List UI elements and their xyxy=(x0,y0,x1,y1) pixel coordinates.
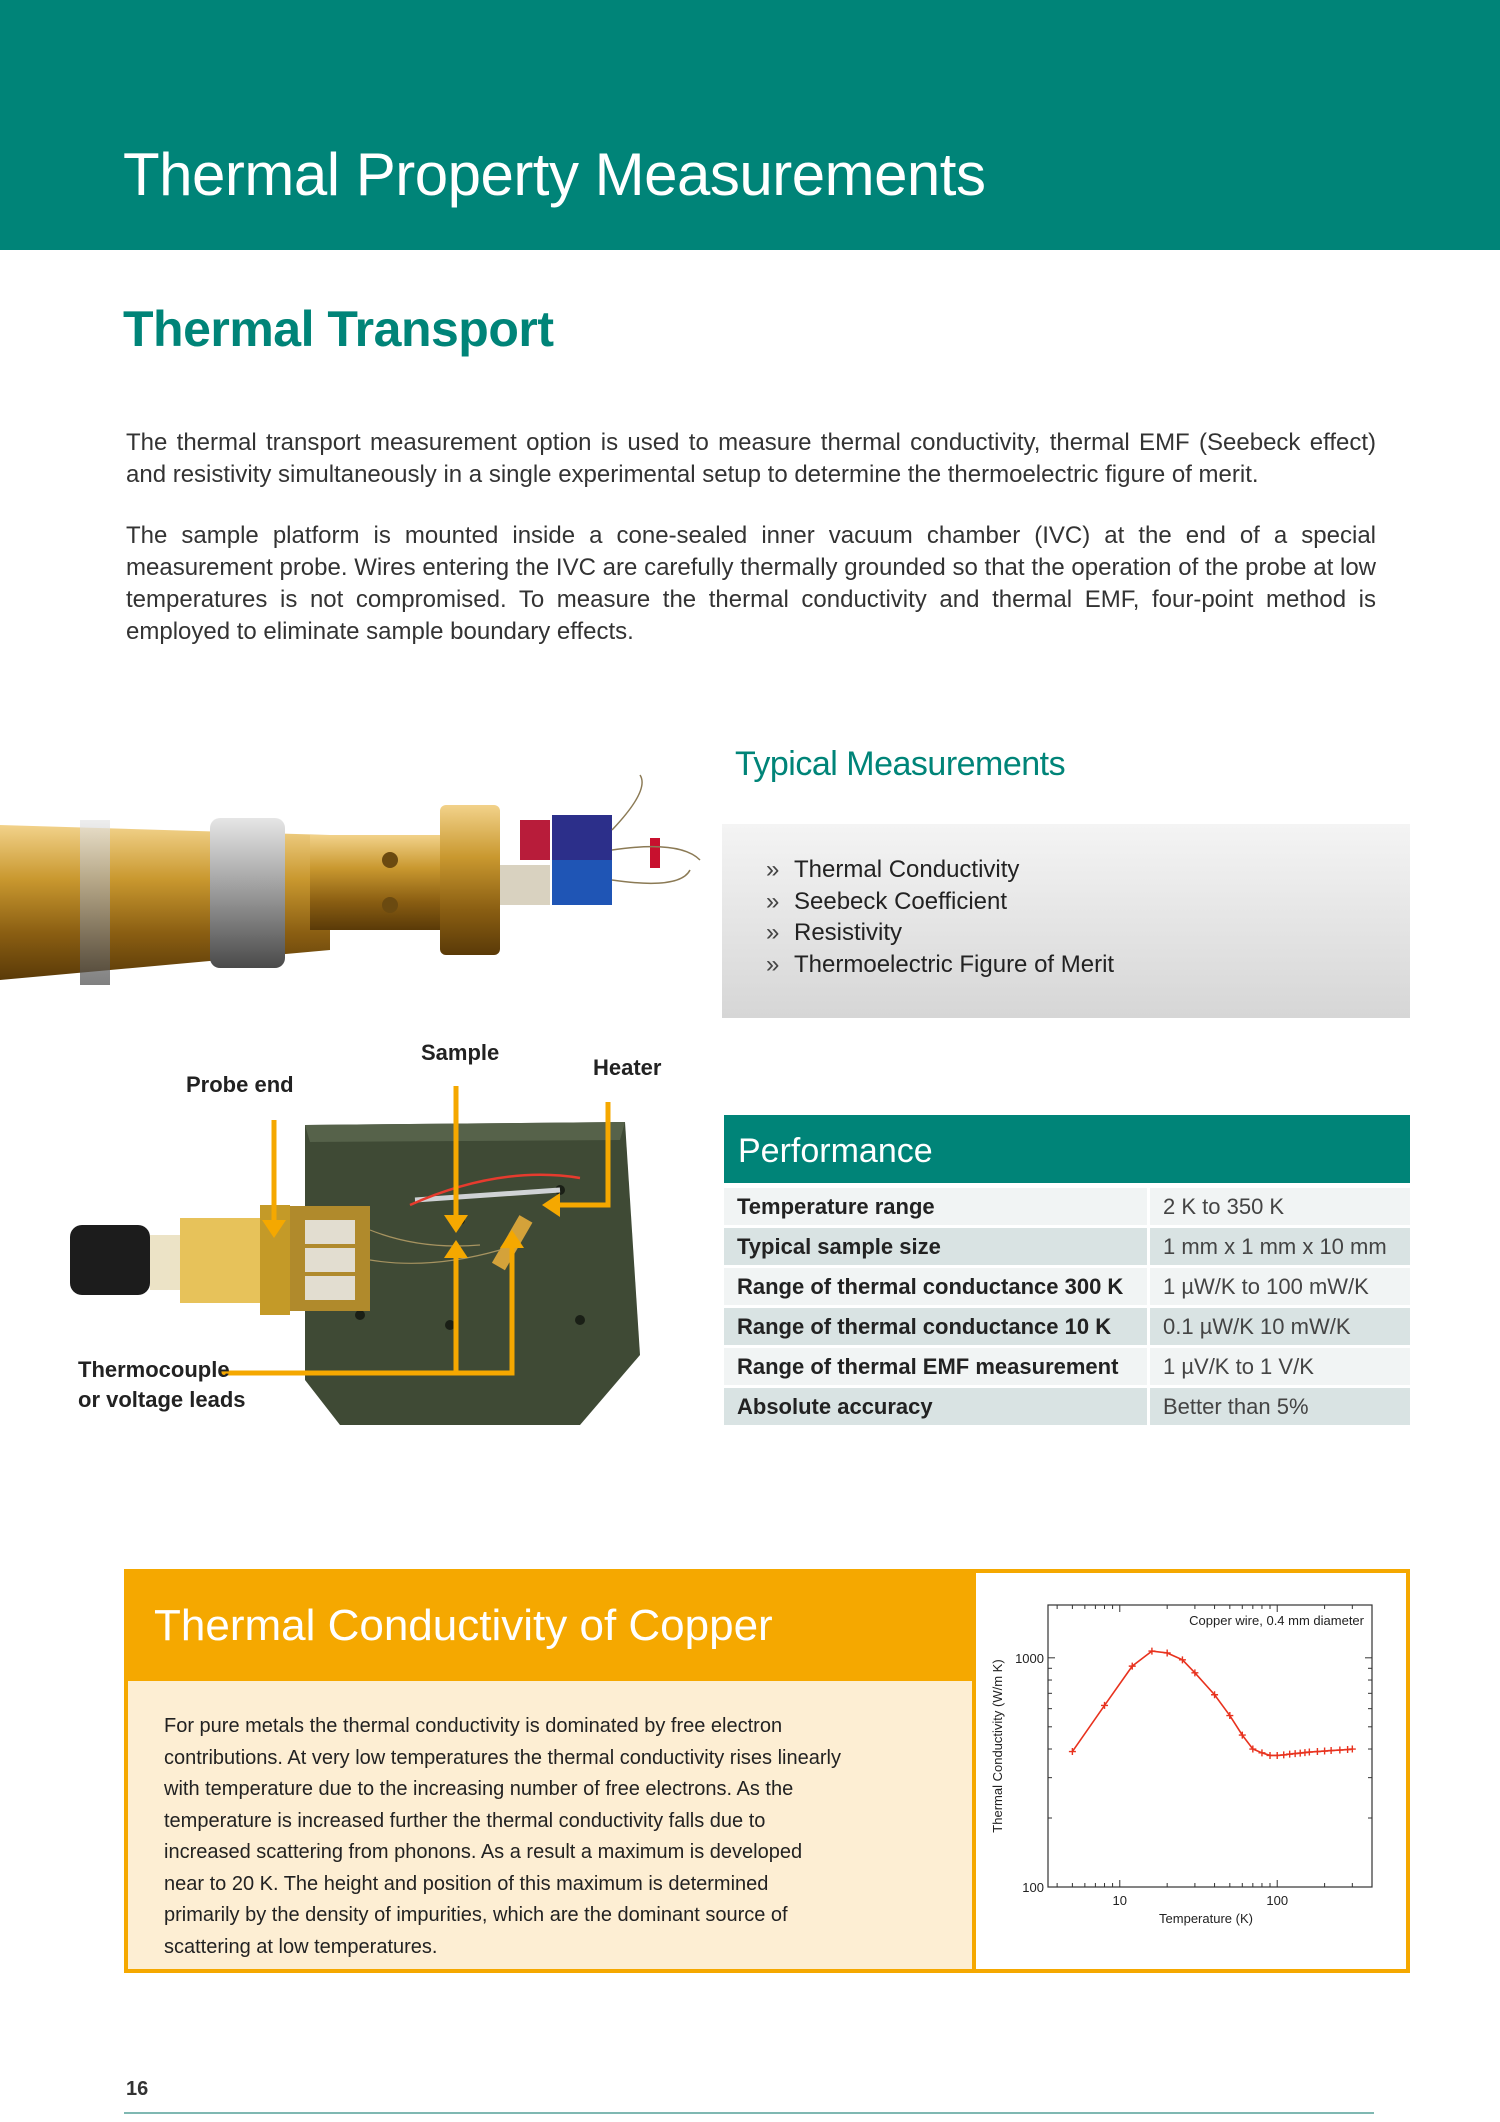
x-axis-label: Temperature (K) xyxy=(1159,1911,1253,1926)
row-label: Range of thermal conductance 10 K xyxy=(724,1308,1147,1345)
table-row xyxy=(724,1348,1410,1385)
list-item xyxy=(722,949,1114,981)
row-value: 1 mm x 1 mm x 10 mm xyxy=(1147,1228,1410,1265)
table-row xyxy=(724,1268,1410,1305)
data-point xyxy=(1314,1748,1321,1755)
list-item xyxy=(722,917,1114,949)
typical-measurements-list xyxy=(722,854,1114,980)
list-item-label: Seebeck Coefficient xyxy=(794,887,1008,915)
bullet-marker: » xyxy=(766,856,780,883)
label-voltage-leads: or voltage leads xyxy=(78,1387,246,1412)
sample-platform-diagram xyxy=(60,1030,700,1450)
data-point xyxy=(1306,1749,1313,1756)
list-item-label: Thermal Conductivity xyxy=(794,856,1020,883)
list-item xyxy=(722,854,1114,886)
data-point xyxy=(1267,1752,1274,1759)
data-point xyxy=(1336,1747,1343,1754)
copper-text: For pure metals the thermal conductivity is dominated by free electron contributions. At very low temperatures the thermal conductivity rises linearly with temperature due to the increasing number of free electrons. As the temperature is increased further the thermal conductivity falls due to increased scattering from phonons. As a result a maximum is developed near to 20 K. The height and position of this maximum is determined primarily by the density of impurities, which are the dominant source of scattering at low temperatures. xyxy=(164,1715,841,1958)
series-line xyxy=(1072,1651,1352,1755)
label-thermocouple: Thermocouple xyxy=(78,1357,230,1382)
row-label: Absolute accuracy xyxy=(724,1388,1147,1425)
page-title: Thermal Property Measurements xyxy=(123,141,986,208)
row-value: 1 µV/K to 1 V/K xyxy=(1147,1348,1410,1385)
table-row xyxy=(724,1188,1410,1225)
data-point xyxy=(1328,1747,1335,1754)
data-point xyxy=(1321,1748,1328,1755)
performance-table xyxy=(724,1185,1410,1428)
probe-photo xyxy=(0,760,720,1010)
plot-frame xyxy=(1048,1605,1372,1887)
bullet-marker: » xyxy=(766,919,780,946)
copper-chart xyxy=(976,1573,1402,1969)
table-row xyxy=(724,1228,1410,1265)
table-row xyxy=(724,1308,1410,1345)
x-tick-label: 100 xyxy=(1266,1893,1289,1908)
list-item xyxy=(722,886,1114,918)
header-band xyxy=(0,0,1500,250)
y-axis-label: Thermal Conductivity (W/m K) xyxy=(990,1659,1005,1833)
copper-header xyxy=(128,1573,972,1681)
label-heater: Heater xyxy=(593,1055,662,1080)
label-sample: Sample xyxy=(421,1040,500,1065)
table-row xyxy=(724,1388,1410,1425)
bullet-marker: » xyxy=(766,950,780,978)
row-label: Temperature range xyxy=(724,1188,1147,1225)
footer-rule xyxy=(124,2112,1374,2114)
data-point xyxy=(1349,1746,1356,1753)
y-tick-label: 100 xyxy=(1022,1880,1044,1895)
typical-measurements-title: Typical Measurements xyxy=(735,745,1066,783)
data-point xyxy=(1280,1751,1287,1758)
row-value: 1 µW/K to 100 mW/K xyxy=(1147,1268,1410,1305)
data-point xyxy=(1274,1752,1281,1759)
chart-title: Copper wire, 0.4 mm diameter xyxy=(1189,1613,1364,1628)
list-item-label: Thermoelectric Figure of Merit xyxy=(794,950,1115,978)
y-tick-label: 1000 xyxy=(1015,1650,1044,1666)
copper-box xyxy=(124,1569,1410,1973)
data-point xyxy=(1258,1749,1265,1756)
section-title: Thermal Transport xyxy=(123,301,554,357)
intro-paragraph: The sample platform is mounted inside a cone-sealed inner vacuum chamber (IVC) at the end of a special measurement probe. Wires entering the IVC are carefully thermally grounded so that the operation of the probe at low temperatures is not compromised. To measure the thermal conductivity and thermal EMF, four-point method is employed to eliminate sample boundary effects. xyxy=(126,522,1376,645)
copper-title: Thermal Conductivity of Copper xyxy=(154,1601,773,1650)
intro-paragraph: The thermal transport measurement option is used to measure thermal conductivity, thermal EMF (Seebeck effect) and resistivity simultaneously in a single experimental setup to determine the thermoelectric figure of merit. xyxy=(126,429,1376,488)
row-value: 0.1 µW/K 10 mW/K xyxy=(1147,1308,1410,1345)
list-item-label: Resistivity xyxy=(794,919,903,946)
page-number: 16 xyxy=(126,2078,149,2100)
data-point xyxy=(1164,1649,1171,1656)
row-label: Range of thermal EMF measurement xyxy=(724,1348,1147,1385)
row-value: 2 K to 350 K xyxy=(1147,1188,1410,1225)
bullet-marker: » xyxy=(766,887,780,915)
row-label: Range of thermal conductance 300 K xyxy=(724,1268,1147,1305)
x-tick-label: 10 xyxy=(1112,1893,1128,1908)
label-probe-end: Probe end xyxy=(186,1072,294,1097)
performance-header xyxy=(724,1115,1410,1183)
row-value: Better than 5% xyxy=(1147,1388,1410,1425)
row-label: Typical sample size xyxy=(724,1228,1147,1265)
typical-measurements-box xyxy=(722,824,1410,1018)
performance-title: Performance xyxy=(738,1132,933,1170)
copper-chart-panel xyxy=(972,1573,1406,1969)
